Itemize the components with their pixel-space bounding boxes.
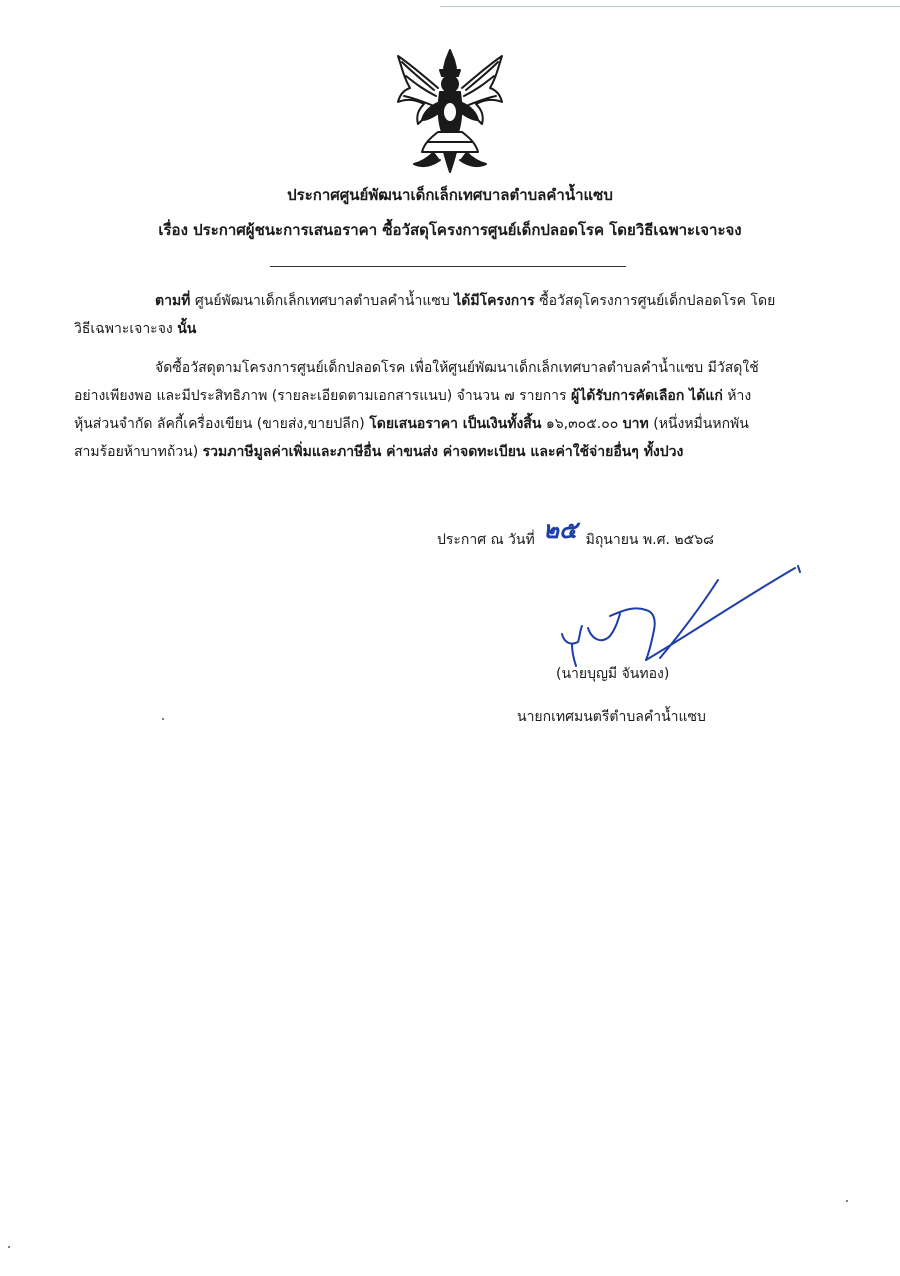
signatory-name: (นายบุญมี จันทอง): [556, 666, 670, 682]
scan-speck: [8, 1246, 10, 1248]
p2-text-11: รวมภาษีมูลค่าเพิ่มและภาษีอื่น ค่าขนส่ง ค่าจดทะเบียน และค่าใช้จ่ายอื่นๆ ทั้งปวง: [202, 444, 684, 460]
document-title: ประกาศศูนย์พัฒนาเด็กเล็กเทศบาลตำบลคำน้ำแซบ: [287, 186, 613, 204]
p1-text-5: นั้น: [177, 321, 197, 337]
paragraph-2: [74, 354, 829, 466]
p2-text-6: โดยเสนอราคา เป็นเงินทั้งสิ้น: [369, 416, 542, 432]
p2-text-10: สามร้อยห้าบาทถ้วน): [74, 444, 203, 460]
paragraph-2-line-3: [74, 410, 829, 438]
subject-text: ประกาศผู้ชนะการเสนอราคา ซื้อวัสดุโครงการศูนย์เด็กปลอดโรค โดยวิธีเฉพาะเจาะจง: [193, 221, 742, 239]
signature-image: [550, 560, 810, 675]
p1-text-4: วิธีเฉพาะเจาะจง: [74, 321, 178, 337]
paragraph-2-line-2: [74, 382, 829, 410]
paragraph-1-line-2: [74, 315, 829, 343]
paragraph-2-line-1: [74, 354, 829, 382]
p1-text-3: ซื้อวัสดุโครงการศูนย์เด็กปลอดโรค โดย: [534, 293, 776, 309]
paragraph-1: [74, 287, 829, 343]
announcement-date: [437, 515, 714, 552]
scan-speck: [162, 718, 164, 720]
paragraph-2-line-4: [74, 438, 829, 466]
date-prefix: ประกาศ ณ วันที่: [437, 532, 535, 548]
signatory-position: นายกเทศมนตรีตำบลคำน้ำแซบ: [517, 709, 706, 725]
garuda-emblem-icon: [388, 46, 512, 174]
p2-text-4: ห้าง: [722, 388, 752, 404]
p2-text-2: อย่างเพียงพอ และมีประสิทธิภาพ (รายละเอียดตามเอกสารแนบ) จำนวน ๗ รายการ: [74, 388, 571, 404]
paragraph-1-line-1: [74, 287, 829, 315]
p2-text-1: จัดซื้อวัสดุตามโครงการศูนย์เด็กปลอดโรค เพื่อให้ศูนย์พัฒนาเด็กเล็กเทศบาลตำบลคำน้ำแซบ มีวัสดุใช้: [155, 360, 759, 376]
p2-text-8: บาท: [622, 416, 649, 432]
scan-speck: [846, 1200, 848, 1202]
p1-lead: ตามที่: [155, 293, 191, 309]
p2-text-3: ผู้ได้รับการคัดเลือก ได้แก่: [571, 388, 723, 404]
p1-text-2: ได้มีโครงการ: [454, 293, 535, 309]
handwritten-day: ๒๕: [543, 515, 578, 544]
subject-label: เรื่อง: [158, 221, 188, 239]
date-month-year: มิถุนายน พ.ศ. ๒๕๖๘: [585, 532, 714, 548]
p2-text-7: ๑๖,๓๐๕.๐๐: [541, 416, 623, 432]
p1-text-1: ศูนย์พัฒนาเด็กเล็กเทศบาลตำบลคำน้ำแซบ: [190, 293, 455, 309]
p2-text-5: หุ้นส่วนจำกัด ลัคกี้เครื่องเขียน (ขายส่ง,ขายปลีก): [74, 416, 370, 432]
scan-edge-line: [440, 6, 900, 7]
p2-text-9: (หนึ่งหมื่นหกพัน: [648, 416, 749, 432]
document-subject: [60, 219, 840, 241]
header-divider: [270, 266, 626, 267]
